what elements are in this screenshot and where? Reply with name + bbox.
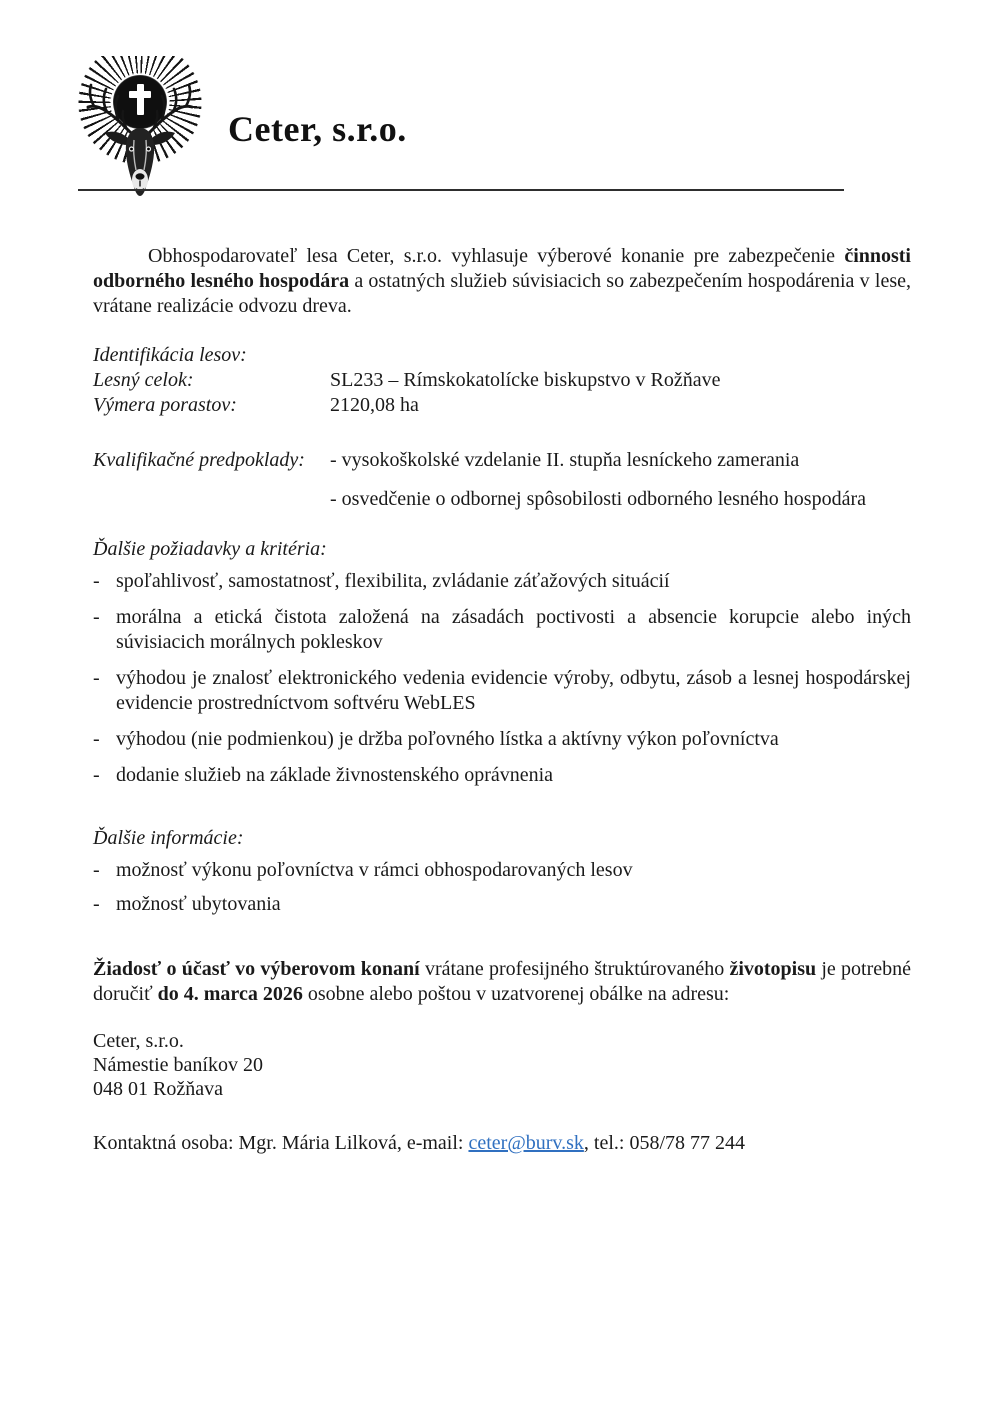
dash-bullet: - xyxy=(93,570,100,592)
dash-bullet: - xyxy=(93,764,100,786)
information-text: možnosť výkonu poľovníctva v rámci obhospodarovaných lesov xyxy=(116,859,633,881)
dash-bullet: - xyxy=(93,667,100,689)
intro-text: Obhospodarovateľ lesa Ceter, s.r.o. vyhlasuje výberové konanie pre zabezpečenie xyxy=(148,245,845,267)
dash-bullet: - xyxy=(93,728,100,750)
intro-bold-role: činnosti odborného lesného hospodára xyxy=(93,245,911,292)
forest-unit-label: Lesný celok: xyxy=(93,369,194,391)
header-divider xyxy=(78,189,844,191)
dash-bullet: - xyxy=(93,606,100,628)
intro-text: a ostatných služieb súvisiacich so zabezpečením hospodárenia v lese, vrátane realizácie odvozu dreva. xyxy=(93,270,911,317)
address-line: Ceter, s.r.o. xyxy=(93,1030,184,1052)
postal-address xyxy=(93,1029,911,1101)
qualifications-label-spacer xyxy=(93,487,330,512)
list-item xyxy=(93,727,911,752)
identification-row xyxy=(93,393,911,418)
requirement-text: výhodou je znalosť elektronického vedenia evidencie výroby, odbytu, zásob a lesnej hospodárskej evidencie prostredníctvom softvéru WebLES xyxy=(116,667,911,714)
requirement-text: výhodou (nie podmienkou) je držba poľovného lístka a aktívny výkon poľovníctva xyxy=(116,728,779,750)
identification-row xyxy=(93,368,911,393)
qualifications-label: Kvalifikačné predpoklady: xyxy=(93,449,305,471)
application-text: osobne alebo poštou v uzatvorenej obálke na adresu: xyxy=(302,983,730,1005)
application-text: je potrebné doručiť xyxy=(93,958,911,1005)
qualifications-row xyxy=(93,487,911,512)
address-line: Námestie baníkov 20 xyxy=(93,1054,263,1076)
requirements-list xyxy=(93,569,911,788)
application-deadline: do 4. marca 2026 xyxy=(157,983,303,1005)
contact-text: Kontaktná osoba: Mgr. Mária Lilková, e-mail: xyxy=(93,1132,469,1154)
requirement-text: dodanie služieb na základe živnostenského oprávnenia xyxy=(116,764,554,786)
dash-bullet: - xyxy=(93,859,100,881)
list-item xyxy=(93,763,911,788)
application-bold: životopisu xyxy=(729,958,817,980)
information-heading: Ďalšie informácie: xyxy=(93,827,244,849)
intro-paragraph xyxy=(93,244,911,319)
requirements-heading: Ďalšie požiadavky a kritéria: xyxy=(93,538,327,560)
application-bold: Žiadosť o účasť vo výberovom konaní xyxy=(93,958,420,980)
list-item xyxy=(93,569,911,594)
list-item xyxy=(93,605,911,655)
qualifications-block xyxy=(93,448,911,512)
list-item xyxy=(93,666,911,716)
information-text: možnosť ubytovania xyxy=(116,893,281,915)
contact-text: , tel.: 058/78 77 244 xyxy=(583,1132,745,1154)
list-item xyxy=(93,892,911,917)
dash-bullet: - xyxy=(93,893,100,915)
qualifications-row xyxy=(93,448,911,473)
contact-line xyxy=(93,1131,911,1156)
application-paragraph xyxy=(93,957,911,1007)
identification-heading: Identifikácia lesov: xyxy=(93,344,247,366)
qualification-item: - vysokoškolské vzdelanie II. stupňa lesníckeho zamerania xyxy=(330,449,800,471)
requirement-text: morálna a etická čistota založená na zásadách poctivosti a absencie korupcie alebo iných súvisiacich morálnych pokleskov xyxy=(116,606,911,653)
company-name: Ceter, s.r.o. xyxy=(228,109,407,149)
qualification-item: - osvedčenie o odbornej spôsobilosti odborného lesného hospodára xyxy=(330,488,867,510)
address-line: 048 01 Rožňava xyxy=(93,1078,223,1100)
deer-head-icon xyxy=(74,56,206,198)
area-label: Výmera porastov: xyxy=(93,394,237,416)
application-text: vrátane profesijného štruktúrovaného xyxy=(419,958,730,980)
list-item xyxy=(93,858,911,883)
forest-unit-value: SL233 – Rímskokatolícke biskupstvo v Rožňave xyxy=(330,369,721,391)
document-body xyxy=(93,232,911,1156)
requirement-text: spoľahlivosť, samostatnosť, flexibilita, zvládanie záťažových situácií xyxy=(116,570,670,592)
company-logo xyxy=(74,56,206,198)
area-value: 2120,08 ha xyxy=(330,394,419,416)
information-list xyxy=(93,858,911,917)
email-link[interactable]: ceter@burv.sk xyxy=(468,1132,584,1154)
